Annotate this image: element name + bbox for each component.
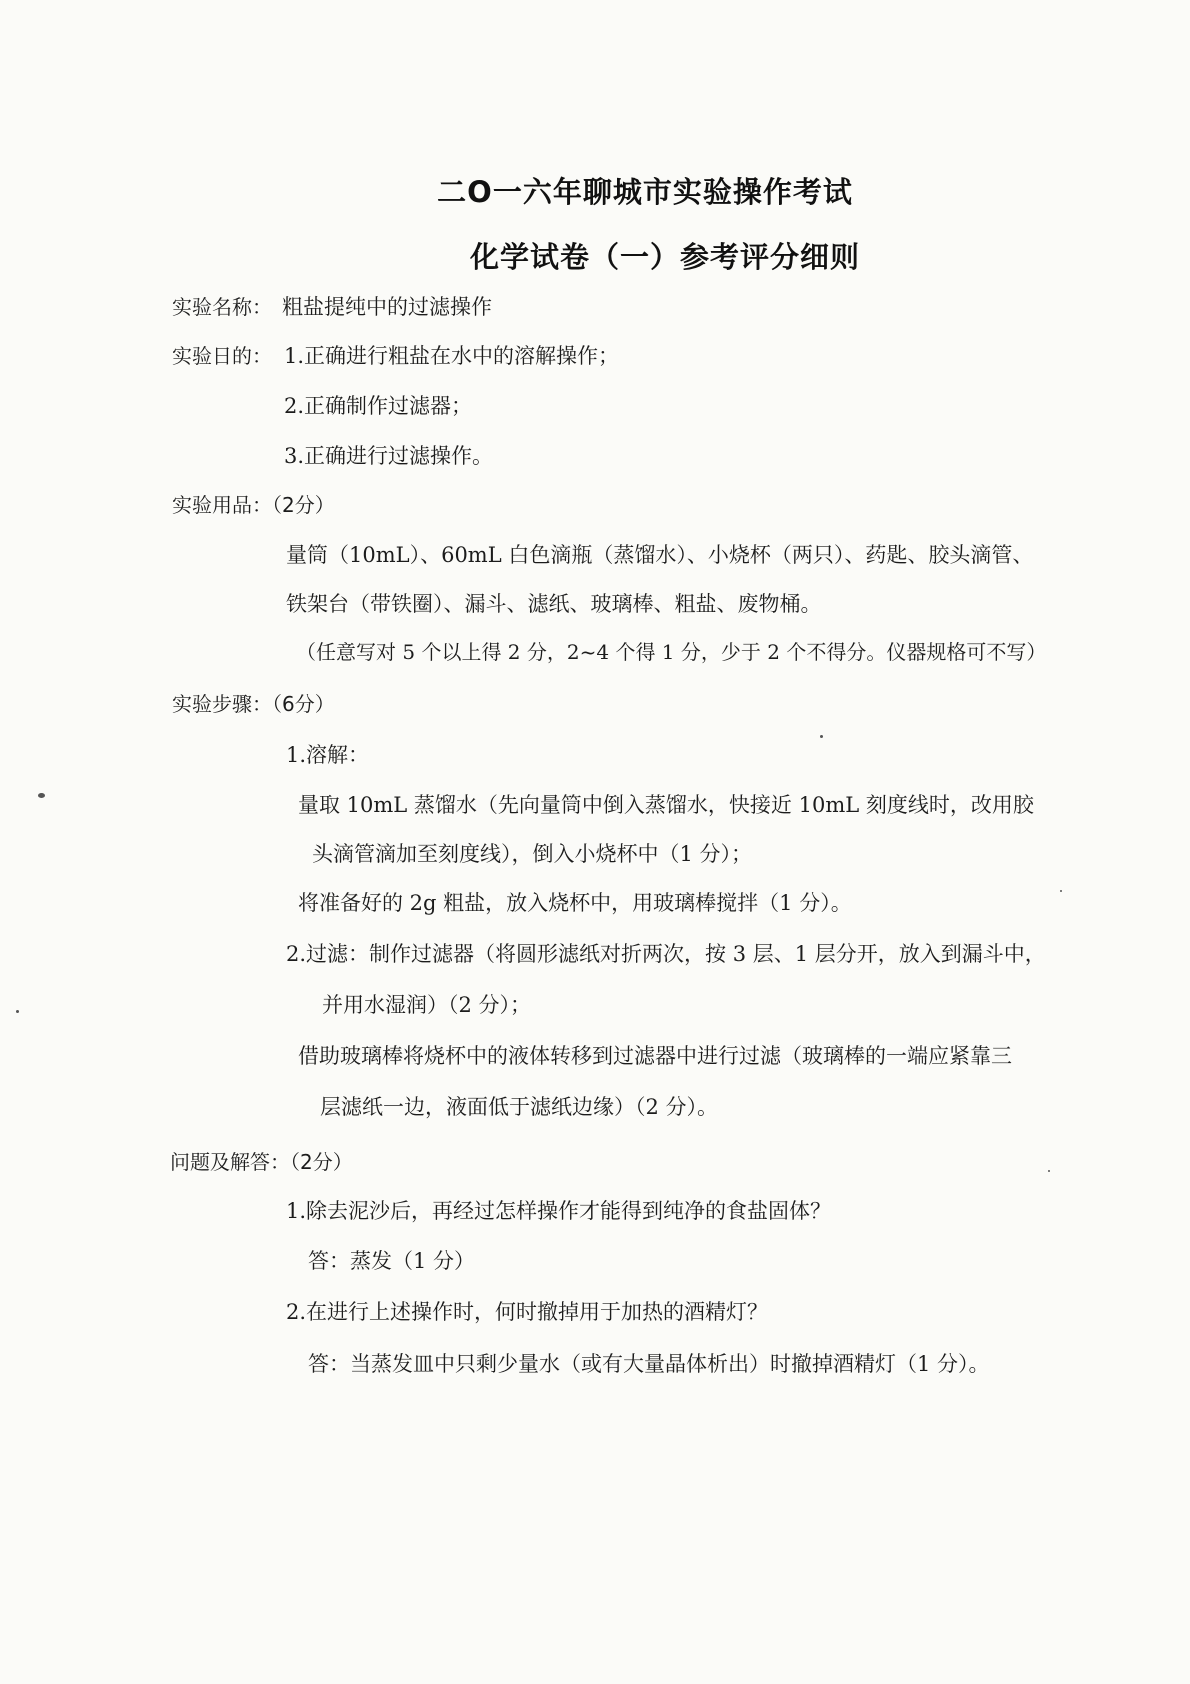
materials-line: 铁架台（带铁圈）、漏斗、滤纸、玻璃棒、粗盐、废物桶。 [286, 592, 822, 616]
qa-label: 问题及解答：（2分） [170, 1150, 353, 1174]
page-title: 二O一六年聊城市实验操作考试 [437, 175, 853, 209]
materials-label: 实验用品：（2分） [172, 493, 335, 517]
purpose-item: 1.正确进行粗盐在水中的溶解操作； [284, 344, 620, 368]
step-line: 层滤纸一边，液面低于滤纸边缘）（2 分）。 [320, 1095, 719, 1119]
purpose-item: 2.正确制作过滤器； [284, 394, 473, 418]
step-heading: 2.过滤：制作过滤器（将圆形滤纸对折两次，按 3 层、1 层分开，放入到漏斗中， [286, 942, 1046, 966]
experiment-name-label: 实验名称： [172, 295, 272, 319]
step-line: 量取 10mL 蒸馏水（先向量筒中倒入蒸馏水，快接近 10mL 刻度线时，改用胶 [298, 793, 1034, 817]
scan-speck [16, 1010, 19, 1013]
step-line: 将准备好的 2g 粗盐，放入烧杯中，用玻璃棒搅拌（1 分）。 [298, 891, 852, 915]
qa-answer: 答：蒸发（1 分） [308, 1249, 476, 1273]
qa-question: 2.在进行上述操作时，何时撤掉用于加热的酒精灯？ [286, 1300, 769, 1324]
purpose-item: 3.正确进行过滤操作。 [284, 444, 494, 468]
step-heading: 1.溶解： [286, 743, 370, 767]
scan-speck [1048, 1170, 1050, 1172]
qa-question: 1.除去泥沙后，再经过怎样操作才能得到纯净的食盐固体？ [286, 1199, 832, 1223]
step-line: 并用水湿润）（2 分）； [322, 993, 532, 1017]
steps-label: 实验步骤：（6分） [172, 692, 335, 716]
scan-speck [820, 735, 823, 738]
scan-speck [38, 793, 45, 798]
experiment-purpose-label: 实验日的： [172, 344, 272, 368]
step-line: 借助玻璃棒将烧杯中的液体转移到过滤器中进行过滤（玻璃棒的一端应紧靠三 [298, 1044, 1012, 1068]
qa-answer: 答：当蒸发皿中只剩少量水（或有大量晶体析出）时撤掉酒精灯（1 分）。 [308, 1352, 990, 1376]
materials-scoring-note: （任意写对 5 个以上得 2 分，2~4 个得 1 分，少于 2 个不得分。仪器规格可不写） [296, 640, 1047, 664]
experiment-name-value: 粗盐提纯中的过滤操作 [282, 295, 492, 319]
step-line: 头滴管滴加至刻度线），倒入小烧杯中（1 分）； [312, 842, 753, 866]
scan-speck [1060, 890, 1062, 892]
page-subtitle: 化学试卷（一）参考评分细则 [469, 240, 860, 274]
materials-line: 量筒（10mL）、60mL 白色滴瓶（蒸馏水）、小烧杯（两只）、药匙、胶头滴管、 [286, 543, 1034, 567]
